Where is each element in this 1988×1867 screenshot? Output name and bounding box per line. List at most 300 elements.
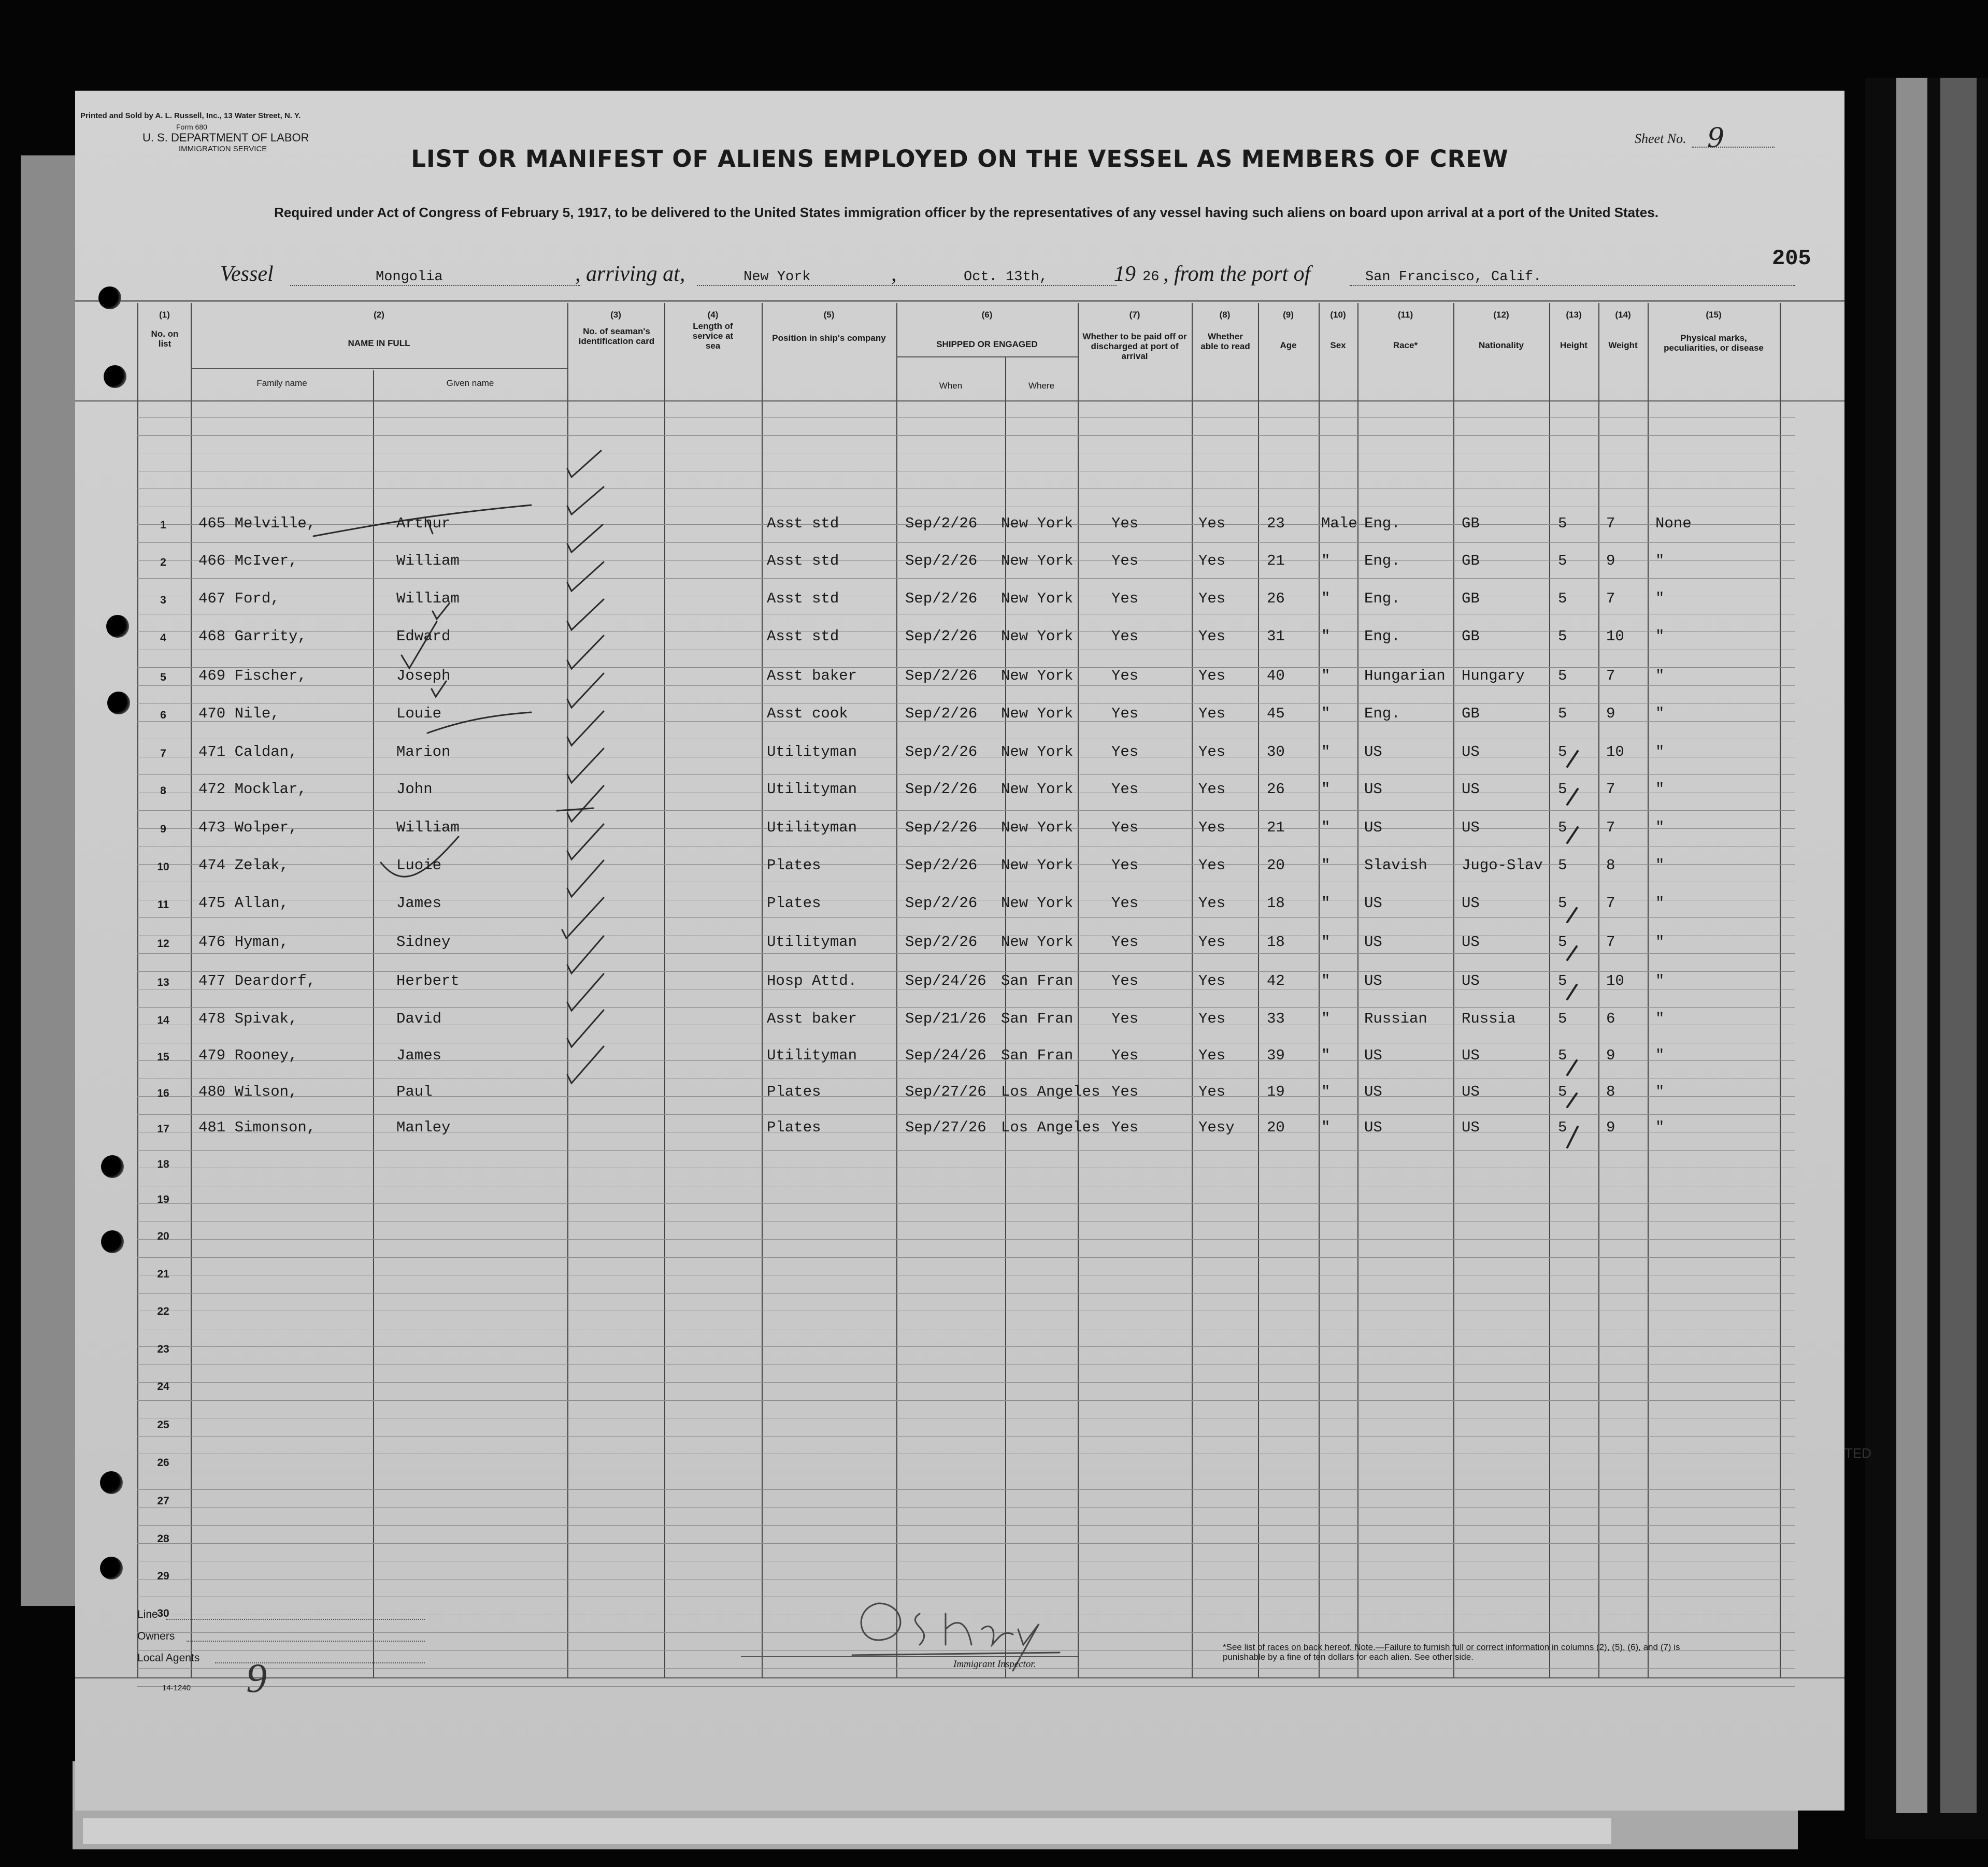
cell-when: Sep/24/26 [905, 1047, 986, 1064]
legal-requirement-text: Required under Act of Congress of February 5, 1917, to be delivered to the United States immigration officer by the representatives of any vessel having such aliens on board upon arrival at a port of the United States. [274, 205, 1658, 220]
from-port-label: , from the port of [1163, 262, 1311, 286]
inspector-signature-line [741, 1656, 1078, 1657]
cell-marks: " [1655, 628, 1665, 645]
cell-where: New York [1001, 819, 1074, 836]
cell-when: Sep/2/26 [905, 667, 978, 684]
row-number: 20 [157, 1230, 169, 1242]
cell-sex: Male [1321, 515, 1357, 532]
comma: , [891, 262, 897, 286]
cell-nationality: US [1462, 1047, 1480, 1064]
cell-sex: " [1321, 552, 1331, 569]
col-divider [137, 303, 138, 1678]
cell-sex: " [1321, 819, 1331, 836]
shipped-header-rule [896, 356, 1078, 357]
cell-paid: Yes [1111, 590, 1139, 607]
cell-height: 5 [1558, 972, 1567, 989]
cell-age: 18 [1267, 895, 1285, 912]
cell-given: Edward [396, 628, 451, 645]
cell-family: 479 Rooney, [198, 1047, 298, 1064]
cell-where: San Fran [1001, 972, 1074, 989]
cell-marks: " [1655, 857, 1665, 874]
cell-sex: " [1321, 781, 1331, 798]
row-number: 28 [157, 1533, 169, 1545]
header-family-name: Family name [256, 378, 307, 388]
cell-weight: 10 [1606, 628, 1624, 645]
cell-marks: " [1655, 1010, 1665, 1027]
cell-paid: Yes [1111, 1010, 1139, 1027]
line-field [166, 1619, 425, 1620]
cell-read: Yes [1198, 1010, 1226, 1027]
cell-sex: " [1321, 590, 1331, 607]
row-number: 16 [157, 1087, 169, 1099]
cell-position: Asst baker [767, 667, 857, 684]
cell-given: Paul [396, 1083, 433, 1100]
cell-nationality: US [1462, 743, 1480, 760]
cell-age: 23 [1267, 515, 1285, 532]
cell-paid: Yes [1111, 667, 1139, 684]
cell-race: US [1364, 1083, 1382, 1100]
cell-sex: " [1321, 1047, 1331, 1064]
cell-where: New York [1001, 781, 1074, 798]
cell-sex: " [1321, 1010, 1331, 1027]
cell-read: Yes [1198, 743, 1226, 760]
cell-race: Eng. [1364, 705, 1400, 722]
cell-nationality: GB [1462, 590, 1480, 607]
nationality-tick-marks [1557, 743, 1598, 1158]
row-number: 13 [157, 976, 169, 988]
cell-age: 18 [1267, 934, 1285, 951]
cell-age: 19 [1267, 1083, 1285, 1100]
header-position: Position in ship's company [772, 333, 886, 343]
cell-position: Plates [767, 1119, 821, 1136]
cell-read: Yes [1198, 934, 1226, 951]
cell-given: William [396, 819, 460, 836]
cell-marks: " [1655, 590, 1665, 607]
name-annotation-marks [308, 484, 598, 899]
punch-hole [98, 286, 121, 309]
cell-read: Yes [1198, 705, 1226, 722]
cell-nationality: Hungary [1462, 667, 1525, 684]
cell-given: Joseph [396, 667, 451, 684]
cell-read: Yes [1198, 667, 1226, 684]
cell-height: 5 [1558, 819, 1567, 836]
cell-when: Sep/2/26 [905, 895, 978, 912]
underlying-page-left [21, 155, 83, 1606]
ruled-line [137, 1543, 1795, 1544]
col-divider [762, 303, 763, 1678]
cell-age: 33 [1267, 1010, 1285, 1027]
cell-paid: Yes [1111, 895, 1139, 912]
cell-given: Herbert [396, 972, 460, 989]
cell-given: Manley [396, 1119, 451, 1136]
cell-read: Yes [1198, 819, 1226, 836]
cell-paid: Yes [1111, 857, 1139, 874]
ruled-line [137, 971, 1795, 972]
cell-family: 478 Spivak, [198, 1010, 298, 1027]
cell-age: 21 [1267, 819, 1285, 836]
cell-age: 20 [1267, 857, 1285, 874]
ruled-line [137, 1239, 1795, 1240]
row-number: 14 [157, 1014, 169, 1026]
cell-family: 474 Zelak, [198, 857, 289, 874]
col-divider [1598, 303, 1599, 1678]
cell-race: US [1364, 1047, 1382, 1064]
row-number: 8 [160, 785, 166, 797]
row-number: 23 [157, 1343, 169, 1355]
cell-nationality: GB [1462, 628, 1480, 645]
cell-height: 5 [1558, 743, 1567, 760]
cell-read: Yes [1198, 1083, 1226, 1100]
cell-marks: " [1655, 1119, 1665, 1136]
ruled-line [137, 1257, 1795, 1258]
cell-age: 39 [1267, 1047, 1285, 1064]
cell-position: Asst std [767, 552, 839, 569]
manifest-sheet [75, 91, 1844, 1811]
cell-marks: " [1655, 819, 1665, 836]
cell-family: 469 Fischer, [198, 667, 307, 684]
cell-when: Sep/2/26 [905, 590, 978, 607]
cell-nationality: US [1462, 972, 1480, 989]
col-num-12: (12) [1493, 310, 1509, 320]
cell-sex: " [1321, 934, 1331, 951]
row-number: 3 [160, 594, 166, 606]
header-age: Age [1280, 340, 1297, 350]
cell-when: Sep/2/26 [905, 552, 978, 569]
cell-read: Yes [1198, 895, 1226, 912]
inspector-label: Immigrant Inspector. [953, 1659, 1036, 1670]
col-num-10: (10) [1330, 310, 1346, 320]
cell-marks: " [1655, 1047, 1665, 1064]
cell-position: Utilityman [767, 819, 857, 836]
cell-nationality: Russia [1462, 1010, 1516, 1027]
col-divider [1078, 303, 1079, 1678]
cell-age: 42 [1267, 972, 1285, 989]
header-paid-off: Whether to be paid off or discharged at port of arrival [1082, 332, 1187, 361]
cell-nationality: GB [1462, 515, 1480, 532]
cell-race: US [1364, 972, 1382, 989]
cell-marks: " [1655, 552, 1665, 569]
origin-port: San Francisco, Calif. [1365, 269, 1542, 285]
cell-race: US [1364, 934, 1382, 951]
cell-age: 21 [1267, 552, 1285, 569]
row-number: 4 [160, 632, 166, 644]
col-num-15: (15) [1706, 310, 1722, 320]
cell-read: Yes [1198, 590, 1226, 607]
ruled-line [137, 1525, 1795, 1526]
origin-underline [1350, 285, 1795, 286]
col-num-6: (6) [981, 310, 993, 320]
header-race: Race* [1393, 340, 1418, 350]
owners-field [187, 1641, 425, 1642]
date-underline [914, 285, 1117, 286]
cell-sex: " [1321, 667, 1331, 684]
cell-nationality: US [1462, 819, 1480, 836]
cell-nationality: US [1462, 1083, 1480, 1100]
cell-when: Sep/27/26 [905, 1119, 986, 1136]
cell-race: Eng. [1364, 515, 1400, 532]
ruled-line [137, 1150, 1795, 1151]
stamp-number: 205 [1772, 246, 1811, 271]
cell-family: 465 Melville, [198, 515, 316, 532]
cell-race: Slavish [1364, 857, 1427, 874]
sheet-number-value: 9 [1707, 123, 1725, 154]
cell-when: Sep/2/26 [905, 781, 978, 798]
cell-marks: " [1655, 895, 1665, 912]
cell-weight: 7 [1606, 515, 1615, 532]
row-number: 19 [157, 1194, 169, 1205]
ruled-line [137, 1686, 1795, 1687]
cell-position: Plates [767, 1083, 821, 1100]
vessel-label: Vessel [220, 262, 274, 286]
cell-family: 480 Wilson, [198, 1083, 298, 1100]
cell-age: 30 [1267, 743, 1285, 760]
cell-paid: Yes [1111, 972, 1139, 989]
col-num-1: (1) [159, 310, 170, 320]
cell-height: 5 [1558, 781, 1567, 798]
ruled-line [137, 1114, 1795, 1115]
punch-hole [101, 1155, 124, 1178]
cell-sex: " [1321, 1119, 1331, 1136]
ruled-line [137, 953, 1795, 954]
form-code: 14-1240 [162, 1684, 191, 1692]
cell-family: 468 Garrity, [198, 628, 307, 645]
cell-given: James [396, 895, 442, 912]
punch-hole [106, 615, 129, 638]
ruled-line [137, 917, 1795, 918]
cell-when: Sep/2/26 [905, 819, 978, 836]
cell-position: Plates [767, 895, 821, 912]
header-sex: Sex [1330, 340, 1346, 350]
margin-mark: TED [1844, 1445, 1871, 1461]
cell-weight: 9 [1606, 705, 1615, 722]
cell-height: 5 [1558, 1047, 1567, 1064]
cell-family: 477 Deardorf, [198, 972, 316, 989]
cell-nationality: US [1462, 934, 1480, 951]
cell-paid: Yes [1111, 781, 1139, 798]
header-id-card: No. of seaman's identification card [578, 326, 655, 346]
col-num-9: (9) [1283, 310, 1294, 320]
cell-paid: Yes [1111, 1119, 1139, 1136]
cell-read: Yesy [1198, 1119, 1235, 1136]
cell-position: Plates [767, 857, 821, 874]
cell-position: Utilityman [767, 743, 857, 760]
row-number: 29 [157, 1570, 169, 1582]
name-header-rule [191, 368, 567, 369]
cell-family: 481 Simonson, [198, 1119, 316, 1136]
cell-family: 473 Wolper, [198, 819, 298, 836]
cell-marks: " [1655, 705, 1665, 722]
cell-height: 5 [1558, 1083, 1567, 1100]
cell-sex: " [1321, 895, 1331, 912]
punch-hole [107, 692, 130, 714]
cell-marks: " [1655, 1083, 1665, 1100]
cell-nationality: US [1462, 895, 1480, 912]
cell-when: Sep/24/26 [905, 972, 986, 989]
department-name: U. S. DEPARTMENT OF LABOR [142, 131, 309, 144]
footer-note: *See list of races on back hereof. Note.—Failure to furnish full or correct information in columns (2), (5), (6), and (7) is punishable by a fine of ten dollars for each alien. See other side. [1223, 1642, 1680, 1662]
cell-when: Sep/2/26 [905, 705, 978, 722]
adjacent-page-edge-2 [1940, 78, 1977, 1813]
cell-given: Marion [396, 743, 451, 760]
col-num-4: (4) [707, 310, 719, 320]
cell-weight: 9 [1606, 1119, 1615, 1136]
cell-position: Asst std [767, 590, 839, 607]
ruled-line [137, 1293, 1795, 1294]
cell-race: Russian [1364, 1010, 1427, 1027]
cell-height: 5 [1558, 857, 1567, 874]
adjacent-page-edge [1896, 78, 1927, 1813]
cell-marks: " [1655, 934, 1665, 951]
cell-when: Sep/2/26 [905, 743, 978, 760]
cell-sex: " [1321, 857, 1331, 874]
header-physical: Physical marks, peculiarities, or disease [1664, 333, 1764, 353]
cell-age: 20 [1267, 1119, 1285, 1136]
col-num-13: (13) [1566, 310, 1582, 320]
cell-family: 467 Ford, [198, 590, 280, 607]
year-suffix: 26 [1142, 269, 1160, 285]
col-divider [1357, 303, 1358, 1678]
cell-paid: Yes [1111, 515, 1139, 532]
cell-where: New York [1001, 667, 1074, 684]
cell-height: 5 [1558, 895, 1567, 912]
cell-paid: Yes [1111, 934, 1139, 951]
vessel-underline [290, 285, 580, 286]
row-number: 15 [157, 1051, 169, 1063]
cell-weight: 10 [1606, 743, 1624, 760]
cell-race: US [1364, 781, 1382, 798]
ruled-line [137, 1382, 1795, 1383]
cell-sex: " [1321, 972, 1331, 989]
header-weight: Weight [1608, 340, 1638, 350]
cell-paid: Yes [1111, 743, 1139, 760]
cell-race: Eng. [1364, 590, 1400, 607]
cell-weight: 7 [1606, 895, 1615, 912]
cell-age: 31 [1267, 628, 1285, 645]
cell-when: Sep/2/26 [905, 934, 978, 951]
cell-paid: Yes [1111, 819, 1139, 836]
header-able-read: Whether able to read [1200, 332, 1250, 351]
cell-given: Louie [396, 705, 442, 722]
sheet-number-label: Sheet No. [1635, 131, 1686, 146]
row-number: 7 [160, 748, 166, 759]
cell-given: William [396, 590, 460, 607]
cell-weight: 7 [1606, 934, 1615, 951]
cell-position: Asst std [767, 515, 839, 532]
cell-paid: Yes [1111, 552, 1139, 569]
row-number: 25 [157, 1419, 169, 1431]
cell-sex: " [1321, 743, 1331, 760]
cell-where: Los Angeles [1001, 1083, 1100, 1100]
col-num-14: (14) [1615, 310, 1631, 320]
cell-read: Yes [1198, 781, 1226, 798]
col-num-11: (11) [1397, 310, 1413, 320]
row-number: 11 [157, 899, 169, 911]
cell-where: New York [1001, 705, 1074, 722]
row-number: 5 [160, 671, 166, 683]
ruled-line [137, 1203, 1795, 1204]
cell-age: 26 [1267, 781, 1285, 798]
cell-when: Sep/2/26 [905, 515, 978, 532]
cell-family: 472 Mocklar, [198, 781, 307, 798]
col-num-7: (7) [1129, 310, 1140, 320]
col-divider [1453, 303, 1454, 1678]
cell-where: New York [1001, 857, 1074, 874]
ruled-line [137, 1436, 1795, 1437]
line-label: Line [137, 1609, 158, 1620]
cell-paid: Yes [1111, 628, 1139, 645]
header-no-on-list: No. on list [151, 329, 179, 349]
row-number: 18 [157, 1158, 169, 1170]
punch-hole [104, 365, 126, 388]
row-number: 12 [157, 938, 169, 950]
cell-when: Sep/2/26 [905, 628, 978, 645]
col-divider [1648, 303, 1649, 1678]
cell-read: Yes [1198, 972, 1226, 989]
cell-nationality: GB [1462, 705, 1480, 722]
cell-where: San Fran [1001, 1047, 1074, 1064]
header-nationality: Nationality [1479, 340, 1524, 350]
document-title: LIST OR MANIFEST OF ALIENS EMPLOYED ON THE VESSEL AS MEMBERS OF CREW [411, 145, 1509, 173]
cell-where: New York [1001, 628, 1074, 645]
cell-weight: 7 [1606, 667, 1615, 684]
cell-marks: None [1655, 515, 1692, 532]
punch-hole [100, 1557, 123, 1579]
cell-marks: " [1655, 667, 1665, 684]
table-bottom-rule [75, 1677, 1844, 1678]
cell-position: Asst cook [767, 705, 848, 722]
cell-height: 5 [1558, 705, 1567, 722]
cell-given: John [396, 781, 433, 798]
row-number: 6 [160, 709, 166, 721]
cell-race: US [1364, 1119, 1382, 1136]
handwritten-nine: 9 [246, 1656, 267, 1701]
cell-sex: " [1321, 705, 1331, 722]
cell-given: James [396, 1047, 442, 1064]
row-number: 2 [160, 556, 166, 568]
cell-given: Luoie [396, 857, 442, 874]
row-number: 26 [157, 1457, 169, 1469]
cell-where: New York [1001, 515, 1074, 532]
cell-where: Los Angeles [1001, 1119, 1100, 1136]
cell-paid: Yes [1111, 1047, 1139, 1064]
col-divider [896, 303, 897, 1678]
cell-read: Yes [1198, 857, 1226, 874]
row-number: 22 [157, 1305, 169, 1317]
cell-race: Eng. [1364, 552, 1400, 569]
col-divider [1258, 303, 1259, 1678]
ruled-line [137, 417, 1795, 418]
ruled-line [137, 1507, 1795, 1508]
row-number: 9 [160, 823, 166, 835]
printer-line: Printed and Sold by A. L. Russell, Inc., 13 Water Street, N. Y. [80, 111, 301, 120]
cell-race: US [1364, 895, 1382, 912]
row-number: 10 [157, 861, 169, 873]
cell-given: David [396, 1010, 442, 1027]
punch-hole [100, 1471, 123, 1494]
ruled-line [137, 1400, 1795, 1401]
ruled-line [137, 1007, 1795, 1008]
cell-read: Yes [1198, 1047, 1226, 1064]
header-where: Where [1028, 381, 1055, 391]
cell-weight: 7 [1606, 781, 1615, 798]
cell-paid: Yes [1111, 705, 1139, 722]
row-number: 30 [157, 1607, 169, 1619]
header-bottom-rule [75, 400, 1844, 401]
col-divider [191, 303, 192, 1678]
cell-weight: 10 [1606, 972, 1624, 989]
cell-position: Hosp Attd. [767, 972, 857, 989]
cell-sex: " [1321, 628, 1331, 645]
